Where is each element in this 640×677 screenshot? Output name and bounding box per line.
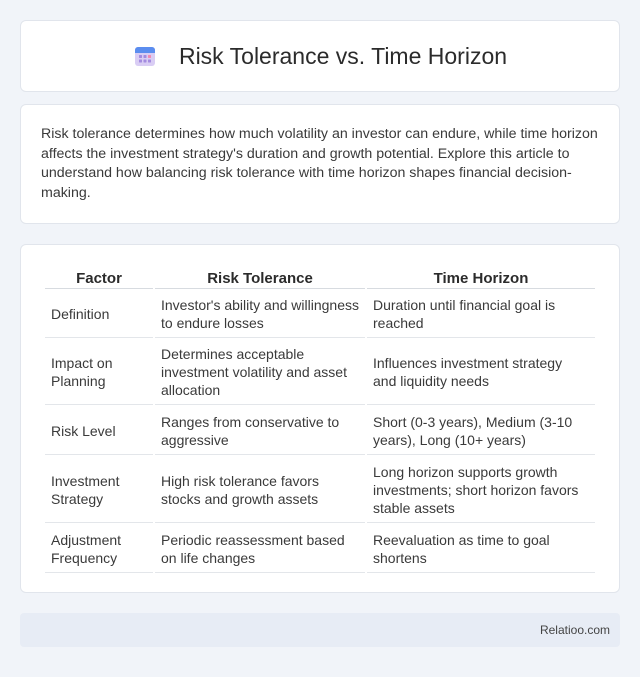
cell-factor: Definition <box>45 291 153 338</box>
cell-time-horizon: Short (0-3 years), Medium (3-10 years), Long (10+ years) <box>367 407 595 455</box>
footer <box>20 613 620 647</box>
cell-time-horizon: Long horizon supports growth investments; short horizon favors stable assets <box>367 457 595 523</box>
cell-risk-tolerance: Periodic reassessment based on life changes <box>155 525 365 573</box>
cell-risk-tolerance: High risk tolerance favors stocks and growth assets <box>155 457 365 523</box>
intro-card <box>20 104 620 224</box>
table-row <box>45 407 595 455</box>
header-risk-tolerance: Risk Tolerance <box>155 267 365 289</box>
comparison-table <box>43 265 597 575</box>
cell-risk-tolerance: Ranges from conservative to aggressive <box>155 407 365 455</box>
comparison-card <box>20 244 620 593</box>
cell-time-horizon: Influences investment strategy and liquidity needs <box>367 340 595 405</box>
calendar-icon <box>133 44 157 68</box>
cell-time-horizon: Reevaluation as time to goal shortens <box>367 525 595 573</box>
cell-factor: Adjustment Frequency <box>45 525 153 573</box>
cell-risk-tolerance: Investor's ability and willingness to endure losses <box>155 291 365 338</box>
cell-factor: Risk Level <box>45 407 153 455</box>
footer-site-link[interactable]: Relatioo.com <box>539 623 610 637</box>
intro-paragraph: Risk tolerance determines how much volatility an investor can endure, while time horizon affects the investment strategy's duration and growth potential. Explore this article to understand how balancing risk tolerance with time horizon shapes financial decision-making. <box>41 126 598 201</box>
table-row <box>45 340 595 405</box>
header-time-horizon: Time Horizon <box>367 267 595 289</box>
title-card <box>20 20 620 92</box>
page-title: Risk Tolerance vs. Time Horizon <box>178 42 508 69</box>
header-factor: Factor <box>45 267 153 289</box>
table-row <box>45 525 595 573</box>
table-row <box>45 457 595 523</box>
table-row <box>45 291 595 338</box>
cell-time-horizon: Duration until financial goal is reached <box>367 291 595 338</box>
cell-factor: Impact on Planning <box>45 340 153 405</box>
cell-factor: Investment Strategy <box>45 457 153 523</box>
cell-risk-tolerance: Determines acceptable investment volatility and asset allocation <box>155 340 365 405</box>
table-header-row <box>45 267 595 289</box>
